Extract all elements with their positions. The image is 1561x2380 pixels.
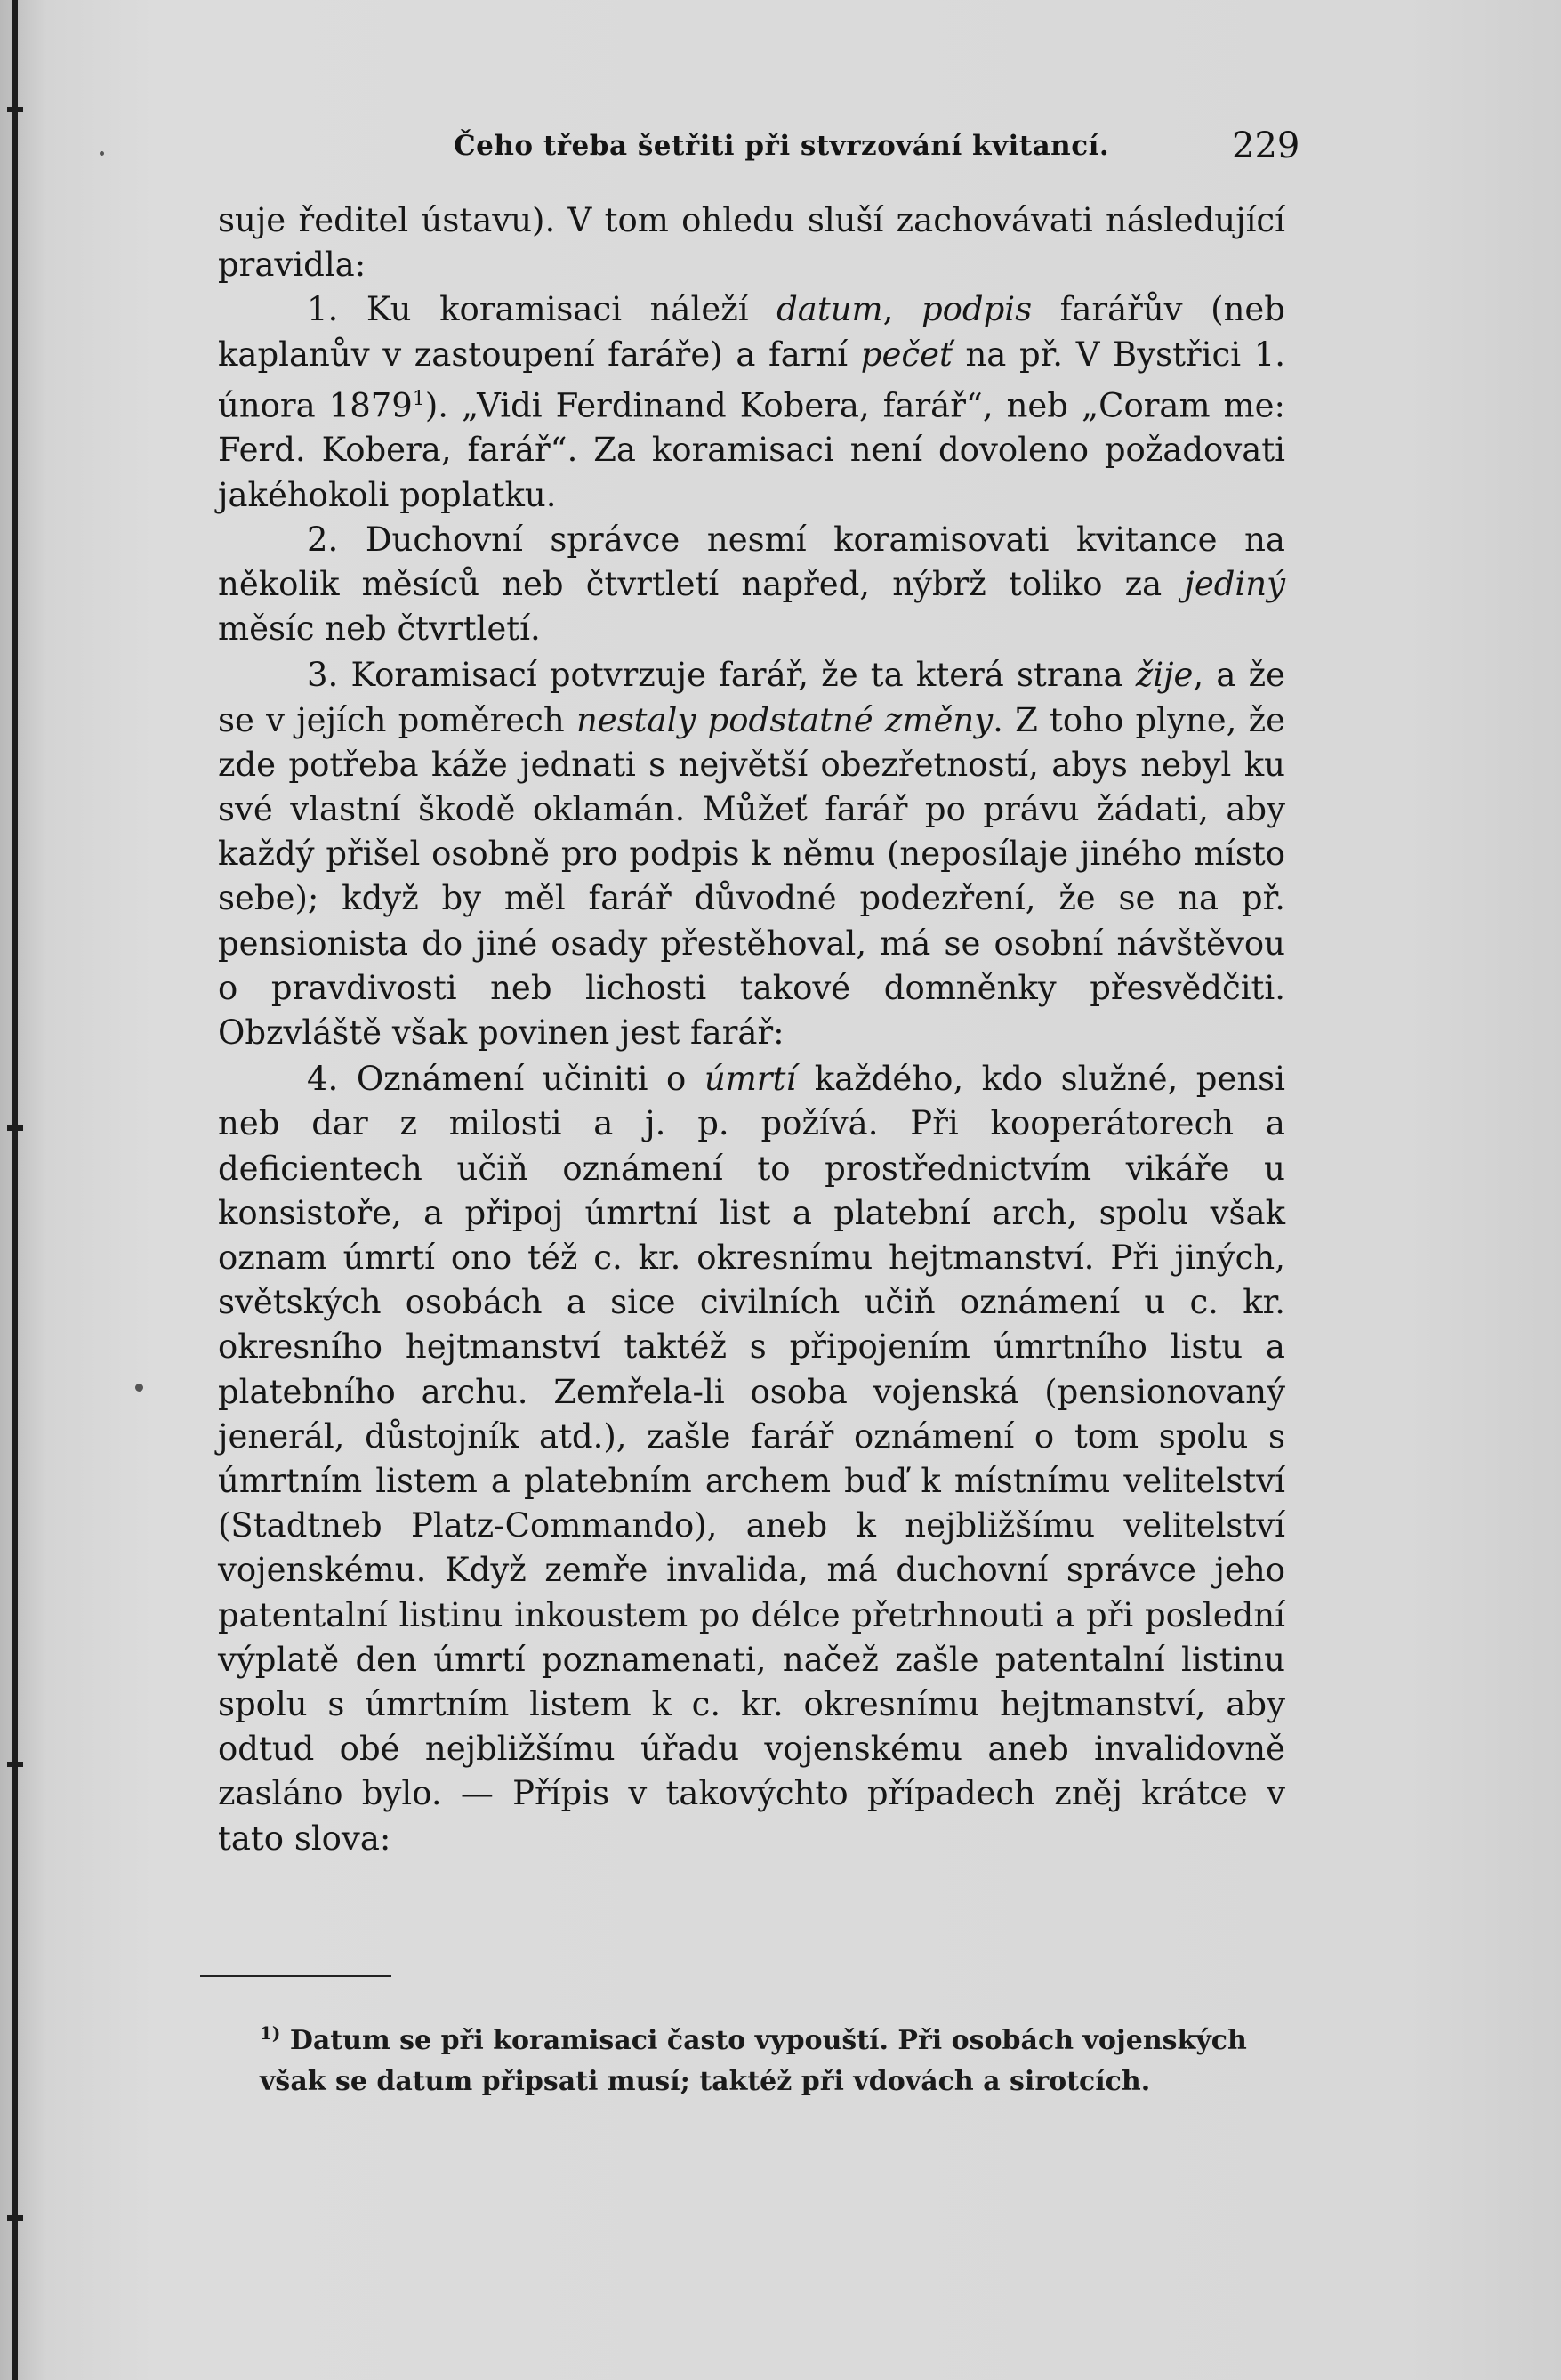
body-text	[218, 198, 1285, 1861]
footnote-text: Datum se při koramisaci často vypouští. Při osobách vojenských	[289, 2025, 1247, 2056]
page-edge-notch	[7, 1125, 23, 1131]
emphasis-podpis: podpis	[921, 290, 1033, 329]
text-run: na př. V Bystřici 1. února 1879	[218, 335, 1286, 425]
text-run: 4. Oznámení učiniti o	[307, 1060, 704, 1099]
footnote-separator	[200, 1975, 391, 1977]
emphasis-umrti: úmrtí	[704, 1060, 797, 1099]
text-run: 2. Duchovní správce nesmí koramisovati kvitance na několik měsíců neb čtvrtletí napřed, nýbrž toliko za	[218, 520, 1285, 603]
scan-speck	[100, 151, 104, 156]
text-run: . Z toho plyne, že zde potřeba káže jednati s největší obezřetností, abys nebyl ku své vlastní škodě oklamán. Můžeť farář po právu žádati, aby každý přišel osobně pro podpis k němu (neposílaje jiného místo sebe); když by měl farář důvodné podezření, že se na př. pensionista do jiné osady přestěhoval, má se osobní návštěvou o pravdivosti neb lichosti takové domněnky přesvědčiti. Obzvláště však povinen jest farář:	[218, 700, 1285, 1052]
running-title: Čeho třeba šetřiti při stvrzování kvitancí.	[454, 130, 1110, 162]
footnote-reference: 1	[412, 387, 425, 410]
page-edge-notch	[7, 107, 23, 112]
footnote-line	[260, 2061, 1287, 2102]
text-run: 3. Koramisací potvrzuje farář, že ta která strana	[307, 656, 1136, 695]
emphasis-zije: žije	[1135, 656, 1194, 695]
footnote-mark: 1)	[260, 2022, 281, 2044]
page-edge-shadow	[12, 0, 18, 2380]
text-run: , a že se v jejích poměrech	[218, 656, 1286, 739]
text-run: ,	[882, 290, 921, 329]
footnote-text: však se datum připsati musí; taktéž při vdovách a sirotcích.	[260, 2066, 1151, 2097]
text-run: farářův (neb kaplanův v zastoupení faráře) a farní	[218, 290, 1285, 374]
text-run: ). „Vidi Ferdinand Kobera, farář“, neb „Coram me: Ferd. Kobera, farář“. Za koramisaci není dovoleno požadovati jakéhokoli poplatku.	[218, 386, 1285, 514]
text-run: měsíc neb čtvrtletí.	[218, 609, 541, 649]
emphasis-jediny: jediný	[1184, 564, 1285, 603]
page-number: 229	[1232, 125, 1300, 166]
paragraph-2	[218, 518, 1285, 652]
footnotes	[260, 2013, 1287, 2102]
footnote-line	[260, 2013, 1287, 2061]
page-edge-notch	[7, 2215, 23, 2221]
paragraph-intro: suje ředitel ústavu). V tom ohledu sluší zachovávati následující pravidla:	[218, 201, 1285, 285]
scan-speck	[135, 1384, 143, 1392]
emphasis-nestaly: nestaly podstatné změny	[575, 700, 994, 739]
text-run: každého, kdo služné, pensi neb dar z milosti a j. p. požívá. Při kooperátorech a deficientech učiň oznámení to prostřednictvím vikáře u konsistoře, a připoj úmrtní list a platební arch, spolu však oznam úmrtí ono též c. kr. okresnímu hejtmanství. Při jiných, světských osobách a sice civilních učiň oznámení u c. kr. okresního hejtmanství taktéž s připojením úmrtního listu a platebního archu. Zemřela-li osoba vojenská (pensionovaný jenerál, důstojník atd.), zašle farář oznámení o tom spolu s úmrtním listem a platebním archem buď k místnímu velitelství (Stadtneb Platz-Commando), aneb k nejbližšímu velitelství vojenskému. Když zemře invalida, má duchovní správce jeho patentalní listinu inkoustem po délce přetrhnouti a při poslední výplatě den úmrtí poznamenati, načež zašle patentalní listinu spolu s úmrtním listem k c. kr. okresnímu hejtmanství, aby odtud obé nejbližšímu úřadu vojenskému aneb invalidovně zasláno bylo. — Přípis v takovýchto případech zněj krátce v tato slova:	[218, 1060, 1286, 1858]
emphasis-pecet: pečeť	[860, 335, 953, 374]
paragraph-1	[218, 287, 1285, 517]
paragraph-3	[218, 653, 1285, 1055]
paragraph-4	[218, 1057, 1285, 1861]
page-edge-notch	[7, 1762, 23, 1767]
emphasis-datum: datum	[776, 290, 883, 329]
text-run: 1. Ku koramisaci náleží	[307, 290, 777, 329]
